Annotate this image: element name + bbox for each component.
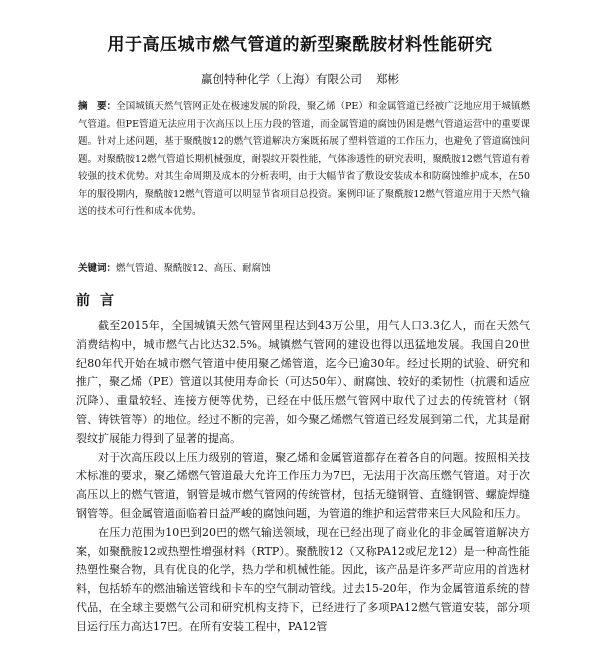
author-name: 郑彬 bbox=[376, 72, 399, 86]
body-text bbox=[76, 317, 530, 637]
body-paragraph: 截至2015年，全国城镇天然气管网里程达到43万公里，用气人口3.3亿人，而在天然气消费结构中，城市燃气占比达32.5%。城镇燃气管网的建设也得以迅猛地发展。我国自20世纪80年代开始在城市燃气管道中使用聚乙烯管道，迄今已逾30年。经过长期的试验、研究和推广，聚乙烯（PE）管道以其使用寿命长（可达50年）、耐腐蚀、较好的柔韧性（抗震和适应沉降）、重量较轻、连接方便等优势，已经在中低压燃气管网中取代了过去的传统管材（钢管、铸铁管等）的地位。经过不断的完善，如今聚乙烯燃气管道已经发展到第二代，尤其是耐裂纹扩展能力得到了显著的提高。 bbox=[76, 319, 530, 445]
keywords-text: 燃气管道、聚酰胺12、高压、耐腐蚀 bbox=[116, 263, 271, 274]
section-heading-preface: 前言 bbox=[76, 293, 124, 309]
paper-title: 用于高压城市燃气管道的新型聚酰胺材料性能研究 bbox=[107, 35, 493, 55]
body-paragraph: 在压力范围为10巴到20巴的燃气输送领域，现在已经出现了商业化的非金属管道解决方案，如聚酰胺12或热塑性增强材料（RTP）。聚酰胺12（又称PA12或尼龙12）是一种高性能热塑性聚合物，具有优良的化学，热力学和机械性能。因此，该产品是许多严苛应用的首选材料，包括轿车的燃油输送管线和卡车的空气制动管线。过去15-20年，作为金属管道系统的替代品，在全球主要燃气公司和研究机构支持下，已经进行了多项PA12燃气管道安装，部分项目运行压力高达17巴。在所有安装工程中，PA12管 bbox=[76, 525, 530, 633]
affiliation: 赢创特种化学（上海）有限公司 bbox=[201, 72, 362, 86]
keywords bbox=[78, 261, 530, 277]
body-paragraph: 对于次高压段以上压力级别的管道，聚乙烯和金属管道都存在着各自的问题。按照相关技术标准的要求，聚乙烯燃气管道最大允许工作压力为7巴，无法用于次高压燃气管道。对于次高压以上的燃气管道，钢管是城市燃气管网的传统管材，包括无缝钢管、直缝钢管、螺旋焊缝钢管等。但金属管道面临着日益严峻的腐蚀问题，为管道的维护和运营带来巨大风险和压力。 bbox=[76, 450, 530, 520]
abstract-label: 摘 要： bbox=[78, 101, 117, 112]
keywords-label: 关键词： bbox=[78, 263, 117, 274]
author-line bbox=[0, 71, 600, 87]
abstract bbox=[78, 98, 530, 221]
abstract-text: 全国城镇天然气管网正处在极速发展的阶段，聚乙烯（PE）和金属管道已经被广泛地应用于城镇燃气管道。但PE管道无法应用于次高压以上压力段的管道，而金属管道的腐蚀仍困是燃气管道运营中的重要课题。针对上述问题，基于聚酰胺12的燃气管道解决方案既拓展了塑料管道的工作压力，也避免了管道腐蚀问题。对聚酰胺12燃气管道长期机械强度，耐裂纹开裂性能，气体渗透性的研究表明，聚酰胺12燃气管道有着较强的技术优势。对其生命周期及成本的分析表明，由于大幅节省了敷设安装成本和防腐蚀维护成本，在50年的服役期内，聚酰胺12燃气管道可以明显节省项目总投资。案例印证了聚酰胺12燃气管道应用于天然气输送的技术可行性和成本优势。 bbox=[78, 101, 530, 217]
